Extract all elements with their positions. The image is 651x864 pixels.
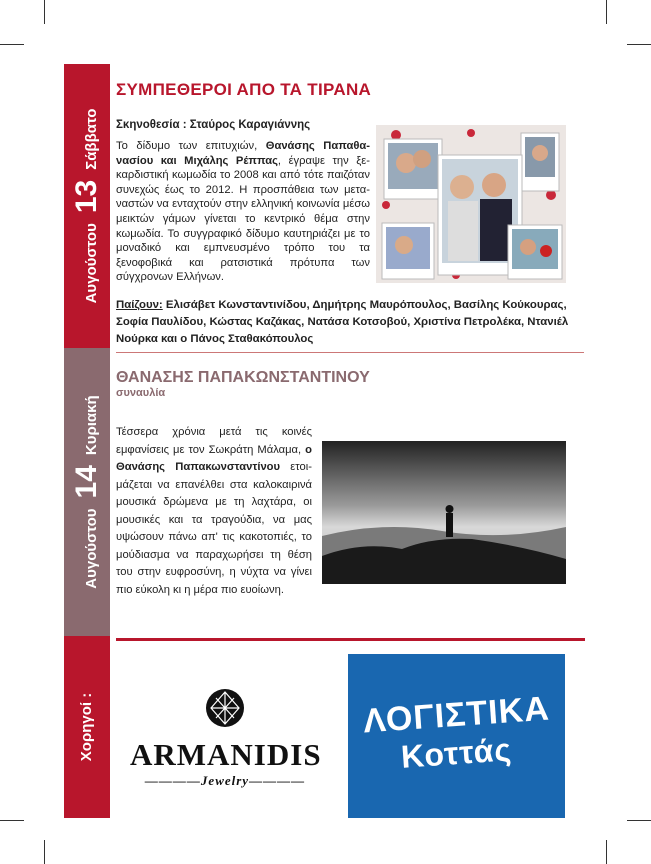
crop-mark	[0, 820, 24, 821]
cast-label: Παίζουν:	[116, 299, 163, 311]
desc-text: ετοι-μάζεται να επανέλθει στα καλοκαιρινά μουσικά δρώμενα με τη λαχτάρα, οι μουσικές και τα τραγούδια, να μας υψώσουν πάνω απ' τις κακοτοπιές, το μούδιασμα να παραχωρήσει τη θέση του στην ευφροσύνη, η νύχτα να γίνει πιο εύκολη κι η μέρα πιο ευοίωνη.	[116, 461, 312, 596]
date-label-vertical	[70, 395, 104, 588]
cast-collage-image	[376, 125, 566, 283]
sponsor-armanidis-logo	[130, 688, 320, 788]
date-number: 13	[70, 179, 103, 214]
event2-description	[116, 424, 312, 599]
date-number: 14	[70, 465, 103, 499]
crop-mark	[606, 0, 607, 24]
event1-director: Σκηνοθεσία : Σταύρος Καραγιάννης	[116, 119, 311, 131]
desc-text: , έγραψε την ξε-καρδιστική κωμωδία το 2008 και από τότε παιζόταν συνεχώς έως το 2012. Η προσπάθεια των μετα-ναστών να ενταχτούν στην ελληνική κοινωνία μέσω μεικτών γάμων γίνεται το κεντρικό θέμα στην κωμωδία. Το συγγραφικό δίδυμο καυτηριάζει με το μοναδικό και εμπνευσμένο τρόπο του τα ξενοφοβικά και ρατσιστικά πρότυπα των σύγχρονων Ελλήνων.	[116, 154, 370, 284]
sponsor-kottas-logo	[348, 654, 565, 818]
month-label: Αυγούστου	[83, 223, 100, 304]
event2-landscape-photo	[322, 441, 566, 584]
crop-mark	[44, 840, 45, 864]
sponsors-sidebar	[64, 636, 110, 818]
sponsor1-name: ARMANIDIS	[130, 737, 322, 772]
crop-mark	[44, 0, 45, 24]
desc-bold: ο Θανάσης Παπακωνσταντίνου	[116, 443, 312, 473]
event1-cast-list	[116, 297, 576, 348]
crop-mark	[0, 44, 24, 45]
silhouette-landscape-image	[322, 441, 566, 584]
event1-title: ΣΥΜΠΕΘΕΡΟΙ ΑΠΟ ΤΑ ΤΙΡΑΝΑ	[116, 80, 372, 99]
desc-text: Τέσσερα χρόνια μετά τις κοινές εμφανίσεις με τον Σωκράτη Μάλαμα,	[116, 426, 312, 456]
sponsor2-line2: Κοττάς	[399, 731, 514, 775]
cast-names: Ελισάβετ Κωνσταντινίδου, Δημήτρης Μαυρόπουλος, Βασίλης Κούκουρας, Σοφία Παυλίδου, Κώστας Καζάκας, Νατάσα Κοτσοβού, Χριστίνα Πετρολέκα, Ντανιέλ Νούρκα και ο Πάνος Σταθακόπουλος	[116, 299, 569, 345]
crop-mark	[627, 820, 651, 821]
crop-mark	[627, 44, 651, 45]
desc-text: Το δίδυμο των επιτυχιών,	[116, 140, 266, 152]
date-label-vertical	[70, 109, 104, 304]
month-label: Αυγούστου	[83, 508, 100, 589]
sponsors-label: Χορηγοί :	[78, 692, 95, 762]
date-sidebar-sunday	[64, 348, 110, 636]
diamond-icon	[205, 688, 245, 728]
day-label: Σάββατο	[83, 108, 100, 170]
desc-bold: Θανάσης Παπαθα-νασίου και Μιχάλης Ρέππας	[116, 140, 370, 167]
event2-subtitle: συναυλία	[116, 387, 166, 399]
sponsor1-sub: ————Jewelry————	[144, 773, 306, 788]
section-divider	[116, 352, 584, 353]
sponsor2-line1: ΛΟΓΙΣΤΙΚΑ	[361, 689, 551, 741]
event1-cast-photo	[376, 125, 566, 283]
date-sidebar-saturday	[64, 64, 110, 348]
crop-mark	[606, 840, 607, 864]
event2-title: ΘΑΝΑΣΗΣ ΠΑΠΑΚΩΝΣΤΑΝΤΙΝΟΥ	[116, 369, 370, 386]
day-label: Κυριακή	[83, 395, 100, 456]
sponsors-label-vertical	[78, 693, 96, 761]
section-divider-bold	[116, 638, 585, 641]
event1-description	[116, 139, 370, 285]
